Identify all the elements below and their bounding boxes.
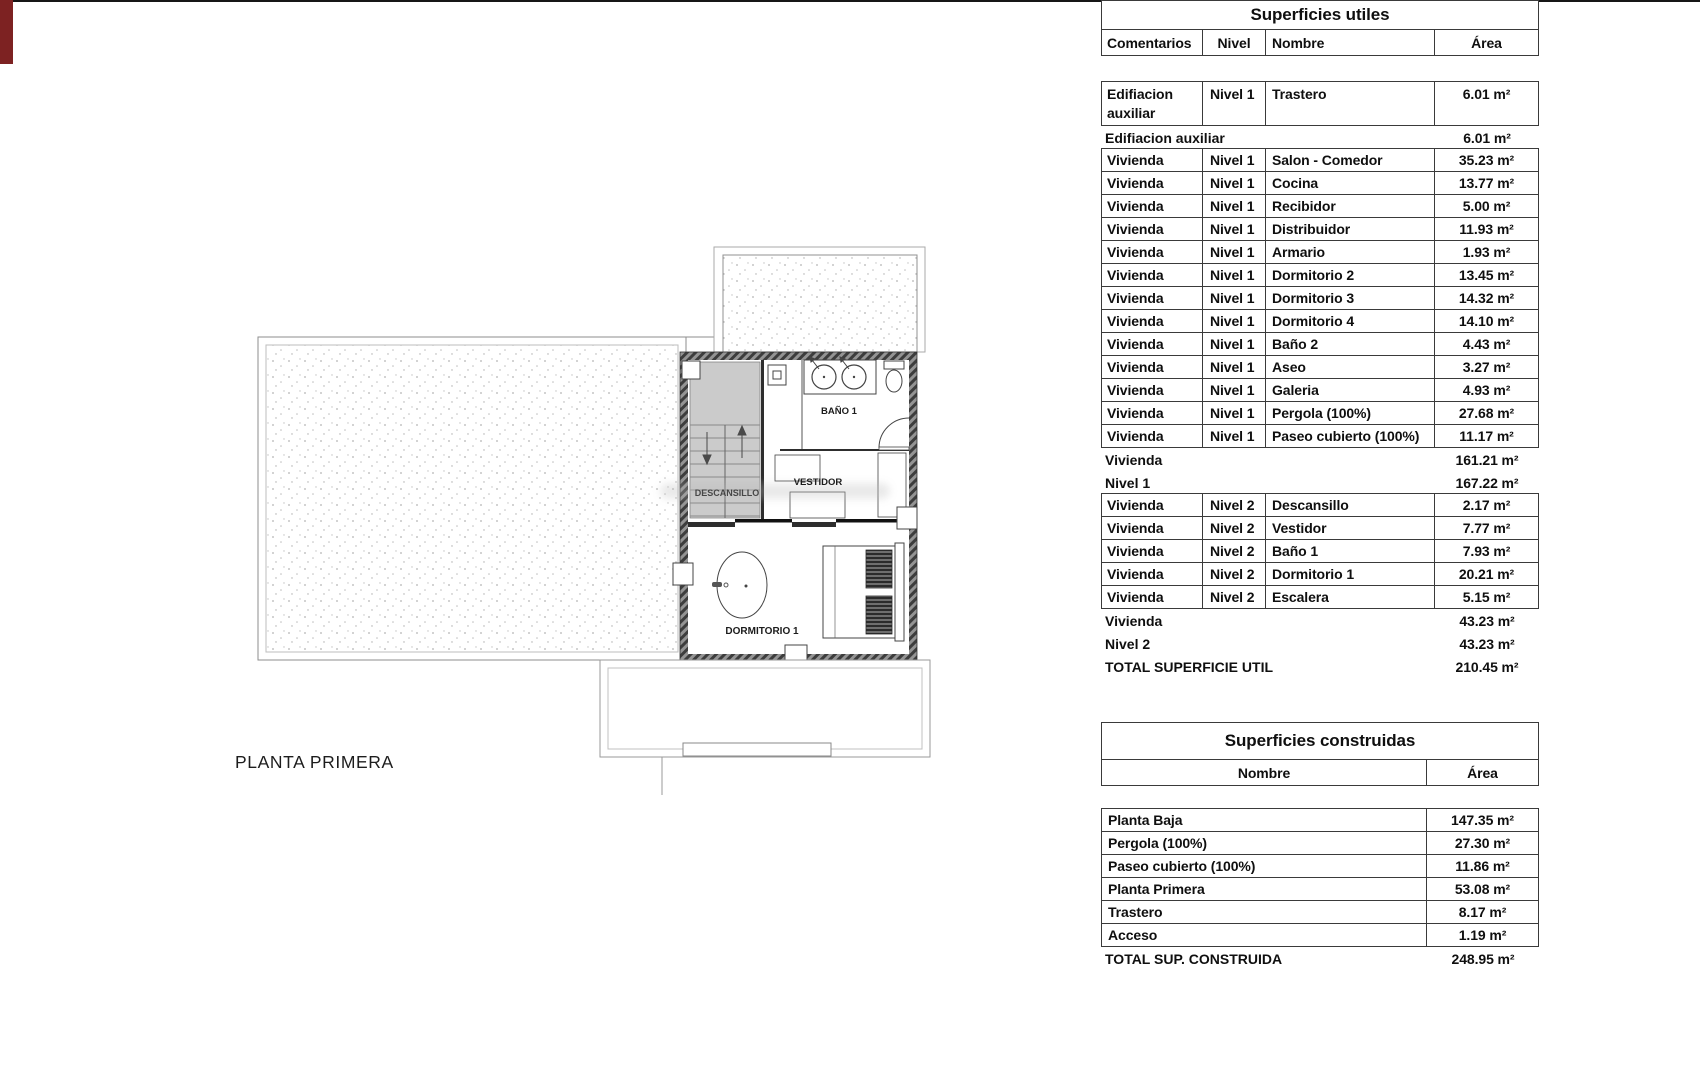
superficies-utiles-table bbox=[1101, 0, 1539, 678]
room-label-vestidor: VESTIDOR bbox=[793, 477, 843, 488]
table-body bbox=[1101, 56, 1539, 678]
table-row bbox=[1101, 401, 1539, 425]
door-leaf bbox=[879, 447, 909, 450]
bed-headboard bbox=[895, 543, 904, 641]
cell-nombre: Paseo cubierto (100%) bbox=[1108, 858, 1256, 874]
cell-nivel: Nivel 1 bbox=[1202, 241, 1265, 263]
table-row bbox=[1101, 923, 1539, 947]
cell-nombre: Vestidor bbox=[1265, 517, 1434, 539]
column-header-nivel: Nivel bbox=[1202, 30, 1265, 55]
cell-nivel: Nivel 1 bbox=[1202, 172, 1265, 194]
cell-area: 27.30 m² bbox=[1426, 832, 1538, 854]
table-header bbox=[1101, 759, 1539, 786]
cell-nivel: Nivel 2 bbox=[1202, 494, 1265, 516]
cell-nombre: Escalera bbox=[1265, 586, 1434, 608]
table-row bbox=[1101, 877, 1539, 901]
cell-area: 14.32 m² bbox=[1434, 287, 1538, 309]
table-row bbox=[1101, 217, 1539, 241]
column-header-area: Área bbox=[1426, 760, 1538, 785]
summary-name: Nivel 1 bbox=[1105, 474, 1151, 491]
cell-comentarios: Vivienda bbox=[1107, 290, 1164, 306]
cell-area: 27.68 m² bbox=[1434, 402, 1538, 424]
cell-nivel: Nivel 1 bbox=[1202, 218, 1265, 240]
table-row bbox=[1101, 286, 1539, 310]
table-row bbox=[1101, 81, 1539, 126]
pillow bbox=[866, 550, 892, 588]
cell-nivel: Nivel 2 bbox=[1202, 586, 1265, 608]
cell-comentarios: Vivienda bbox=[1107, 543, 1164, 559]
cell-nivel: Nivel 2 bbox=[1202, 517, 1265, 539]
summary-area: 167.22 m² bbox=[1455, 474, 1519, 491]
cell-comentarios: Vivienda bbox=[1107, 520, 1164, 536]
cell-nombre: Planta Primera bbox=[1108, 881, 1205, 897]
cell-area: 5.15 m² bbox=[1434, 586, 1538, 608]
corner-red-mark bbox=[0, 0, 13, 64]
table-row bbox=[1101, 562, 1539, 586]
table-row bbox=[1101, 240, 1539, 264]
toilet-icon bbox=[884, 361, 904, 392]
cell-comentarios: Vivienda bbox=[1107, 175, 1164, 191]
cell-area: 35.23 m² bbox=[1434, 149, 1538, 171]
upper-roof-stippled-area bbox=[723, 255, 917, 352]
cell-nombre: Baño 2 bbox=[1265, 333, 1434, 355]
cell-comentarios: Vivienda bbox=[1107, 267, 1164, 283]
cell-area: 4.93 m² bbox=[1434, 379, 1538, 401]
table-row bbox=[1101, 424, 1539, 448]
cell-comentarios: Vivienda bbox=[1107, 336, 1164, 352]
summary-row bbox=[1101, 471, 1539, 494]
summary-area: 43.23 m² bbox=[1459, 635, 1515, 652]
superficies-construidas-table bbox=[1101, 722, 1539, 970]
summary-area: 248.95 m² bbox=[1451, 950, 1515, 967]
cell-comentarios: Vivienda bbox=[1107, 405, 1164, 421]
column-header-comentarios: Comentarios bbox=[1107, 34, 1192, 51]
table-row bbox=[1101, 854, 1539, 878]
table-row bbox=[1101, 194, 1539, 218]
cell-comentarios: Vivienda bbox=[1107, 359, 1164, 375]
cell-area: 4.43 m² bbox=[1434, 333, 1538, 355]
cell-nombre: Galeria bbox=[1265, 379, 1434, 401]
lower-roof-outline bbox=[600, 660, 930, 795]
cell-nivel: Nivel 2 bbox=[1202, 563, 1265, 585]
cell-nombre: Aseo bbox=[1265, 356, 1434, 378]
plan-title: PLANTA PRIMERA bbox=[235, 752, 394, 772]
cell-comentarios: Vivienda bbox=[1107, 152, 1164, 168]
cell-nivel: Nivel 1 bbox=[1202, 356, 1265, 378]
table-row bbox=[1101, 148, 1539, 172]
cell-nombre: Paseo cubierto (100%) bbox=[1265, 425, 1434, 447]
cell-area: 11.86 m² bbox=[1426, 855, 1538, 877]
cell-area: 53.08 m² bbox=[1426, 878, 1538, 900]
door-leaf bbox=[836, 519, 900, 523]
cell-nivel: Nivel 2 bbox=[1202, 540, 1265, 562]
cell-comentarios: Edifiacion auxiliar bbox=[1107, 86, 1173, 121]
table-row bbox=[1101, 171, 1539, 195]
column-header-nombre: Nombre bbox=[1265, 30, 1434, 55]
table-row bbox=[1101, 309, 1539, 333]
room-label-descansillo: DESCANSILLO bbox=[694, 488, 760, 498]
total-row bbox=[1101, 947, 1539, 970]
summary-area: 43.23 m² bbox=[1459, 612, 1515, 629]
total-row bbox=[1101, 655, 1539, 678]
cell-nivel: Nivel 1 bbox=[1202, 402, 1265, 424]
summary-row bbox=[1101, 448, 1539, 471]
cell-nombre: Armario bbox=[1265, 241, 1434, 263]
pillow bbox=[866, 596, 892, 634]
table-row bbox=[1101, 263, 1539, 287]
cell-area: 5.00 m² bbox=[1434, 195, 1538, 217]
cell-nombre: Trastero bbox=[1265, 82, 1434, 125]
cell-comentarios: Vivienda bbox=[1107, 198, 1164, 214]
cell-nivel: Nivel 1 bbox=[1202, 149, 1265, 171]
cell-area: 147.35 m² bbox=[1426, 809, 1538, 831]
cell-area: 13.45 m² bbox=[1434, 264, 1538, 286]
wall-opening-marker bbox=[897, 507, 917, 529]
summary-name: TOTAL SUPERFICIE UTIL bbox=[1105, 658, 1274, 675]
summary-name: TOTAL SUP. CONSTRUIDA bbox=[1105, 950, 1283, 967]
wall-opening-marker bbox=[673, 563, 693, 585]
summary-area: 210.45 m² bbox=[1455, 658, 1519, 675]
table-row bbox=[1101, 585, 1539, 609]
cell-nivel: Nivel 1 bbox=[1202, 82, 1265, 125]
cell-nivel: Nivel 1 bbox=[1202, 264, 1265, 286]
table-row bbox=[1101, 831, 1539, 855]
cell-nivel: Nivel 1 bbox=[1202, 379, 1265, 401]
table-row bbox=[1101, 378, 1539, 402]
table-title: Superficies utiles bbox=[1101, 0, 1539, 30]
column-header-nombre: Nombre bbox=[1237, 764, 1291, 781]
column-header-area: Área bbox=[1434, 30, 1538, 55]
cell-nombre: Dormitorio 1 bbox=[1265, 563, 1434, 585]
summary-name: Edifiacion auxiliar bbox=[1105, 129, 1225, 146]
table-row bbox=[1101, 808, 1539, 832]
table-row bbox=[1101, 539, 1539, 563]
cell-nombre: Pergola (100%) bbox=[1108, 835, 1207, 851]
summary-area: 6.01 m² bbox=[1463, 129, 1511, 146]
cell-nombre: Planta Baja bbox=[1108, 812, 1183, 828]
cell-nombre: Salon - Comedor bbox=[1265, 149, 1434, 171]
door-leaf bbox=[735, 519, 792, 523]
cell-nombre: Distribuidor bbox=[1265, 218, 1434, 240]
cell-nombre: Descansillo bbox=[1265, 494, 1434, 516]
room-label-bano1: BAÑO 1 bbox=[821, 406, 857, 417]
cell-nombre: Baño 1 bbox=[1265, 540, 1434, 562]
cell-area: 7.77 m² bbox=[1434, 517, 1538, 539]
cell-area: 8.17 m² bbox=[1426, 901, 1538, 923]
summary-area: 161.21 m² bbox=[1455, 451, 1519, 468]
cell-nombre: Dormitorio 2 bbox=[1265, 264, 1434, 286]
cell-nombre: Pergola (100%) bbox=[1265, 402, 1434, 424]
cell-comentarios: Vivienda bbox=[1107, 313, 1164, 329]
cell-nombre: Acceso bbox=[1108, 927, 1158, 943]
bed-icon bbox=[823, 543, 904, 641]
room-label-dormitorio1: DORMITORIO 1 bbox=[725, 626, 799, 637]
soap-fixture bbox=[768, 365, 786, 385]
cell-nombre: Dormitorio 4 bbox=[1265, 310, 1434, 332]
stair-top-opening-marker bbox=[682, 361, 700, 379]
cell-area: 1.19 m² bbox=[1426, 924, 1538, 946]
cell-area: 11.17 m² bbox=[1434, 425, 1538, 447]
cell-comentarios: Vivienda bbox=[1107, 428, 1164, 444]
terrace-stippled-area bbox=[266, 345, 678, 652]
summary-name: Vivienda bbox=[1105, 612, 1163, 629]
cell-area: 7.93 m² bbox=[1434, 540, 1538, 562]
table-row bbox=[1101, 355, 1539, 379]
summary-name: Vivienda bbox=[1105, 451, 1163, 468]
cell-comentarios: Vivienda bbox=[1107, 382, 1164, 398]
summary-name: Nivel 2 bbox=[1105, 635, 1151, 652]
cell-area: 20.21 m² bbox=[1434, 563, 1538, 585]
table-title: Superficies construidas bbox=[1101, 722, 1539, 760]
cell-area: 14.10 m² bbox=[1434, 310, 1538, 332]
cell-area: 13.77 m² bbox=[1434, 172, 1538, 194]
table-row bbox=[1101, 516, 1539, 540]
summary-row bbox=[1101, 126, 1539, 149]
cell-nombre: Cocina bbox=[1265, 172, 1434, 194]
floor-plan bbox=[190, 245, 950, 805]
cell-nombre: Trastero bbox=[1108, 904, 1163, 920]
cell-comentarios: Vivienda bbox=[1107, 589, 1164, 605]
table-row bbox=[1101, 332, 1539, 356]
cell-area: 6.01 m² bbox=[1434, 82, 1538, 125]
cell-comentarios: Vivienda bbox=[1107, 566, 1164, 582]
cell-area: 11.93 m² bbox=[1434, 218, 1538, 240]
table-body bbox=[1101, 786, 1539, 970]
cell-nivel: Nivel 1 bbox=[1202, 195, 1265, 217]
cell-nivel: Nivel 1 bbox=[1202, 310, 1265, 332]
cell-nivel: Nivel 1 bbox=[1202, 425, 1265, 447]
cell-area: 1.93 m² bbox=[1434, 241, 1538, 263]
cell-comentarios: Vivienda bbox=[1107, 497, 1164, 513]
summary-row bbox=[1101, 609, 1539, 632]
cell-comentarios: Vivienda bbox=[1107, 244, 1164, 260]
cell-area: 2.17 m² bbox=[1434, 494, 1538, 516]
cell-area: 3.27 m² bbox=[1434, 356, 1538, 378]
cell-nombre: Dormitorio 3 bbox=[1265, 287, 1434, 309]
table-header bbox=[1101, 29, 1539, 56]
cell-nivel: Nivel 1 bbox=[1202, 333, 1265, 355]
cell-nivel: Nivel 1 bbox=[1202, 287, 1265, 309]
table-row bbox=[1101, 493, 1539, 517]
summary-row bbox=[1101, 632, 1539, 655]
cell-comentarios: Vivienda bbox=[1107, 221, 1164, 237]
lower-access-rect bbox=[683, 743, 831, 756]
cell-nombre: Recibidor bbox=[1265, 195, 1434, 217]
table-row bbox=[1101, 900, 1539, 924]
